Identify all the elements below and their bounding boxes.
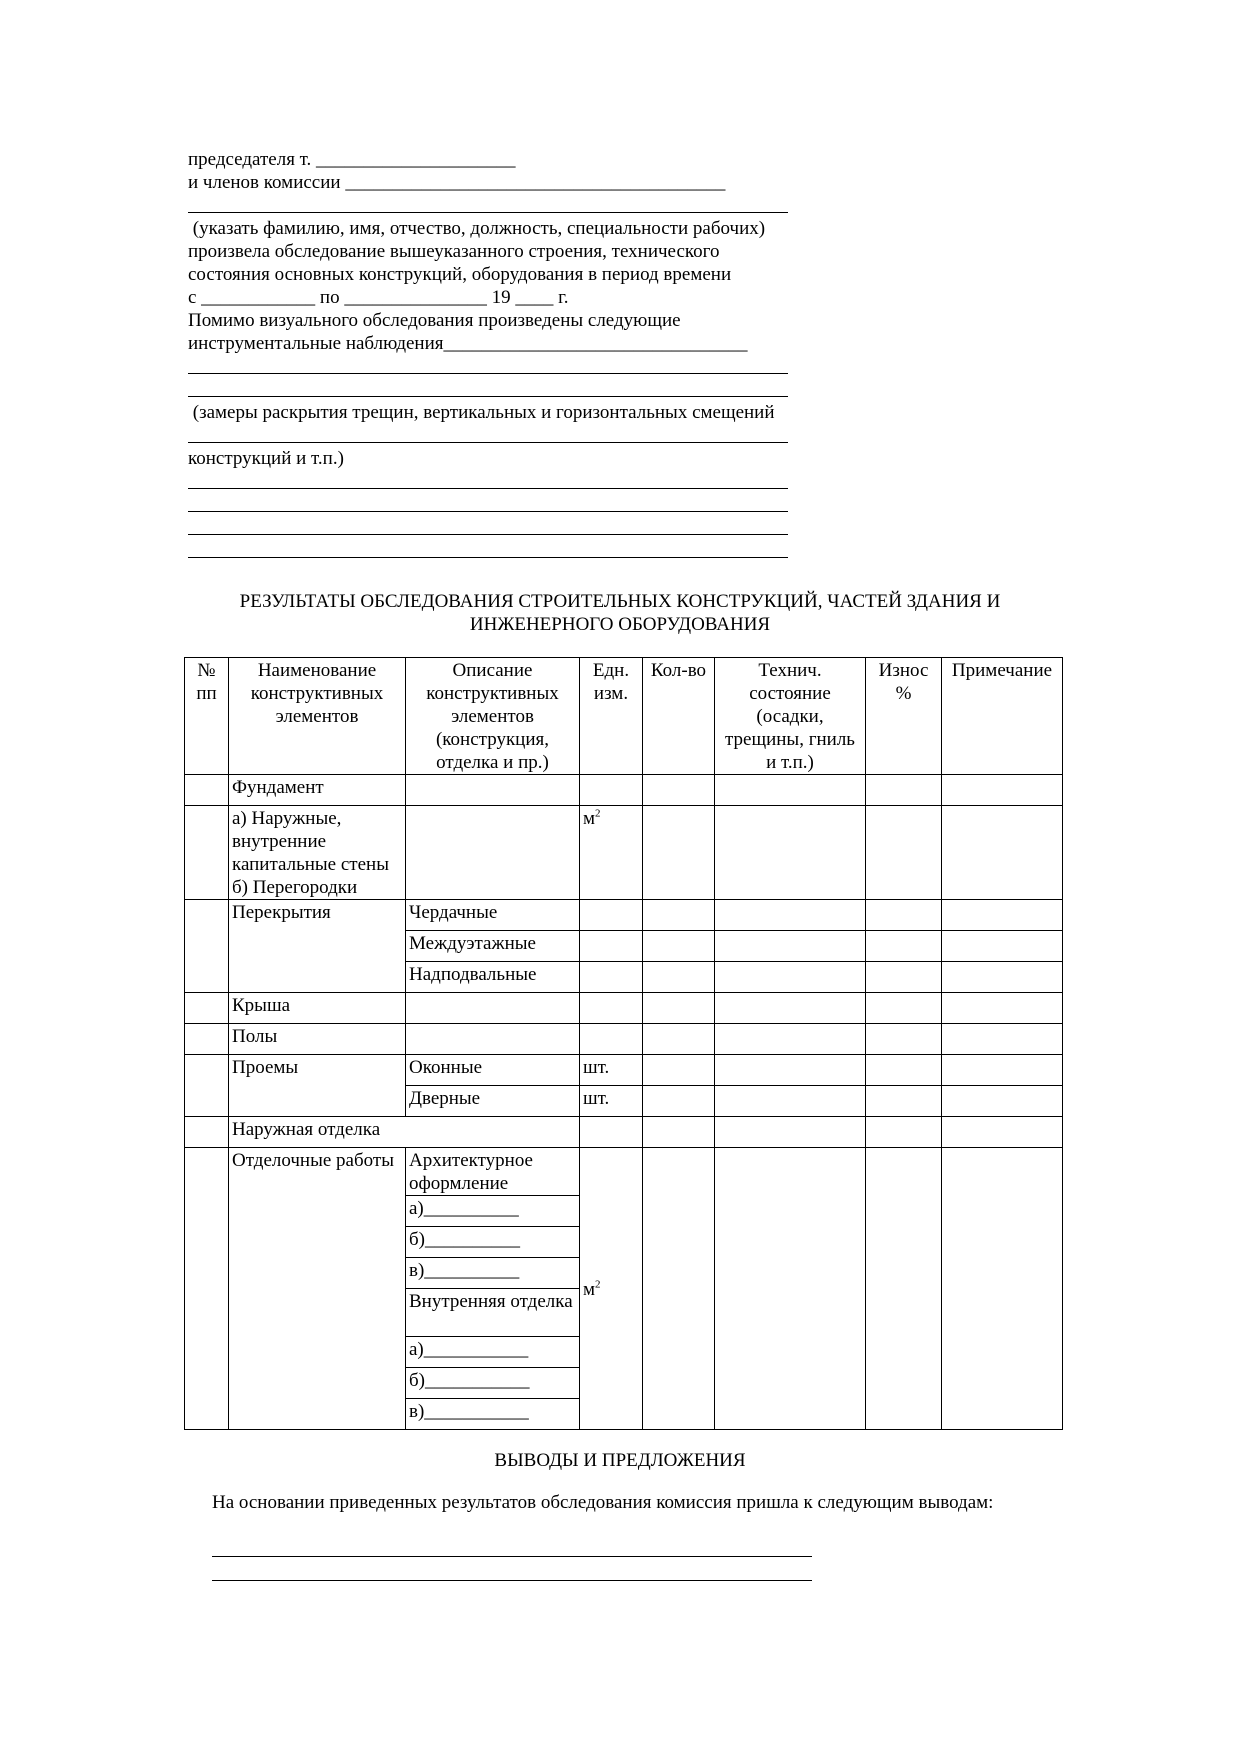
results-table [184, 657, 1063, 1430]
header-desc: Описание конструктивных элементов (конструкция, отделка и пр.) [406, 658, 580, 775]
header-num: № пп [185, 658, 229, 775]
period-line: с ____________ по _______________ 19 ____ г. [188, 287, 569, 308]
arch-a: а)__________ [406, 1196, 580, 1227]
finishing-label: Отделочные работы [229, 1148, 406, 1430]
arch-c: в)__________ [406, 1258, 580, 1289]
table-row [185, 900, 1063, 931]
interior-label: Внутренняя отделка [406, 1289, 580, 1337]
floors-inter: Междуэтажные [406, 931, 580, 962]
openings-label: Проемы [229, 1055, 406, 1117]
blank-line [212, 1580, 812, 1581]
table-row [185, 775, 1063, 806]
observations-line-1: Помимо визуального обследования произведены следующие [188, 310, 681, 331]
foundation-label: Фундамент [229, 775, 406, 806]
exterior-label: Наружная отделка [229, 1117, 580, 1148]
survey-line-2: состояния основных конструкций, оборудования в период времени [188, 264, 732, 285]
members-line: и членов комиссии ________________________________________ [188, 172, 726, 193]
results-title-line-1: РЕЗУЛЬТАТЫ ОБСЛЕДОВАНИЯ СТРОИТЕЛЬНЫХ КОНСТРУКЦИЙ, ЧАСТЕЙ ЗДАНИЯ И [239, 591, 1001, 612]
hint-measurements: (замеры раскрытия трещин, вертикальных и горизонтальных смещений [188, 402, 775, 423]
blank-line [188, 378, 888, 401]
observations-line-2: инструментальные наблюдения________________________________ [188, 333, 748, 354]
header-qty: Кол-во [643, 658, 715, 775]
hint-names: (указать фамилию, имя, отчество, должность, специальности рабочих) [188, 218, 766, 239]
blank-line [188, 355, 888, 378]
header-row [185, 658, 1063, 775]
blank-line [188, 470, 888, 493]
blank-line [188, 493, 888, 516]
arch-b: б)__________ [406, 1227, 580, 1258]
survey-line-1: произвела обследование вышеуказанного строения, технического [188, 241, 720, 262]
floors-basement: Надподвальные [406, 962, 580, 993]
door-unit: шт. [580, 1086, 643, 1117]
int-b: б)___________ [406, 1368, 580, 1399]
walls-unit: $м^2$ [580, 806, 643, 900]
results-title [188, 590, 1052, 636]
walls-a-label: а) Наружные, внутренние капитальные стены [232, 808, 389, 875]
walls-b-label: б) Перегородки [232, 877, 358, 898]
table-row [185, 1117, 1063, 1148]
floors-attic: Чердачные [406, 900, 580, 931]
header-unit: Едн. изм. [580, 658, 643, 775]
blank-line [188, 539, 888, 562]
blank-line [188, 194, 888, 217]
window-unit: шт. [580, 1055, 643, 1086]
blank-line [212, 1556, 812, 1557]
header-wear: Износ % [866, 658, 942, 775]
floors-label: Перекрытия [229, 900, 406, 993]
walls-label [229, 806, 406, 900]
table-row [185, 993, 1063, 1024]
table-row [185, 1148, 1063, 1196]
conclusions-title: ВЫВОДЫ И ПРЕДЛОЖЕНИЯ [494, 1450, 746, 1471]
table-row [185, 1024, 1063, 1055]
flooring-label: Полы [229, 1024, 406, 1055]
conclusions-text: На основании приведенных результатов обследования комиссия пришла к следующим выводам: [212, 1492, 994, 1513]
roof-label: Крыша [229, 993, 406, 1024]
arch-label: Архитектурное оформление [406, 1148, 580, 1196]
header-name: Наименование конструктивных элементов [229, 658, 406, 775]
table-row [185, 1055, 1063, 1086]
openings-window: Оконные [406, 1055, 580, 1086]
header-state: Технич. состояние (осадки, трещины, гниль и т.п.) [715, 658, 866, 775]
intro-block [188, 148, 888, 562]
results-title-line-2: ИНЖЕНЕРНОГО ОБОРУДОВАНИЯ [469, 614, 771, 635]
blank-line [188, 516, 888, 539]
blank-line [188, 424, 888, 447]
int-c: в)___________ [406, 1399, 580, 1430]
header-note: Примечание [942, 658, 1063, 775]
table-row [185, 806, 1063, 900]
hint-measurements-end: конструкций и т.п.) [188, 448, 344, 469]
chairman-line: председателя т. _____________________ [188, 149, 516, 170]
finishing-unit: $м^2$ [580, 1148, 643, 1430]
int-a: а)___________ [406, 1337, 580, 1368]
openings-door: Дверные [406, 1086, 580, 1117]
